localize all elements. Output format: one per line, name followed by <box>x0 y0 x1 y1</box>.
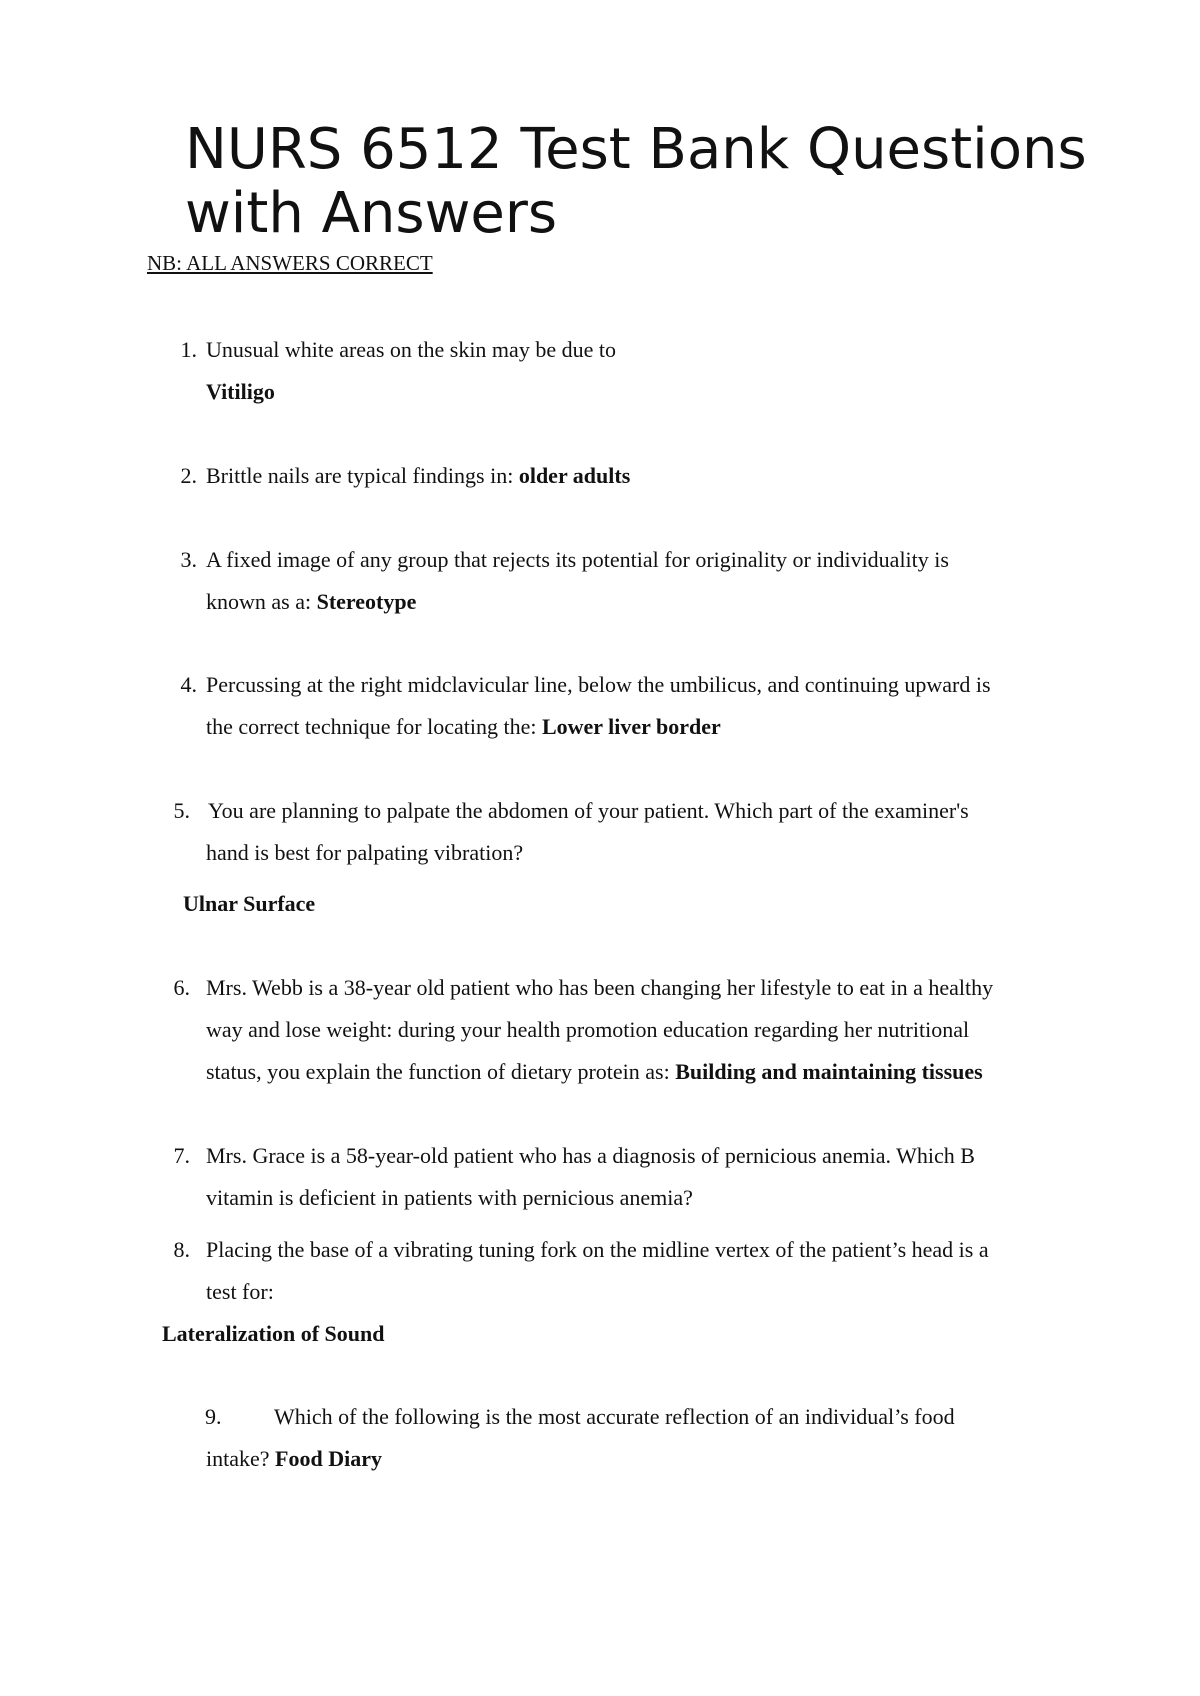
question-number: 9. <box>205 1404 222 1429</box>
question-text-cont: status, you explain the function of dietary protein as: <box>206 1059 676 1084</box>
question-text-cont: intake? <box>206 1446 276 1471</box>
answer-text: Vitiligo <box>206 379 275 404</box>
question-number: 5. <box>173 798 190 823</box>
question-text-cont: hand is best for palpating vibration? <box>206 840 524 865</box>
question-line <box>206 582 416 622</box>
question-line <box>206 1439 382 1479</box>
question-text-cont: vitamin is deficient in patients with pernicious anemia? <box>206 1185 693 1210</box>
answer-text: Lateralization of Sound <box>162 1321 385 1346</box>
answer-text: Lower liver border <box>541 714 721 739</box>
answer-text: Ulnar Surface <box>183 891 316 916</box>
question-number: 4. <box>180 672 197 697</box>
question-text: Mrs. Grace is a 58-year-old patient who has a diagnosis of pernicious anemia. Which B <box>206 1143 975 1168</box>
question-text-cont: way and lose weight: during your health promotion education regarding her nutritional <box>206 1017 970 1042</box>
question-text-cont: known as a: <box>206 589 317 614</box>
question-text: Percussing at the right midclavicular line, below the umbilicus, and continuing upward is <box>206 672 991 697</box>
question-text-cont: test for: <box>206 1279 274 1304</box>
question-text: Brittle nails are typical findings in: <box>206 463 519 488</box>
question-number: 2. <box>180 463 197 488</box>
question-number: 8. <box>173 1237 190 1262</box>
answer-text: Food Diary <box>275 1446 382 1471</box>
question-text: You are planning to palpate the abdomen of your patient. Which part of the examiner's <box>208 798 969 823</box>
question-number: 1. <box>180 337 197 362</box>
question-text: Which of the following is the most accurate reflection of an individual’s food <box>274 1404 955 1429</box>
question-line <box>206 707 721 747</box>
question-text: Mrs. Webb is a 38-year old patient who has been changing her lifestyle to eat in a healthy <box>206 975 994 1000</box>
question-number: 3. <box>180 547 197 572</box>
answer-text: older adults <box>518 463 631 488</box>
question-line <box>206 456 630 496</box>
question-text: Placing the base of a vibrating tuning fork on the midline vertex of the patient’s head is a <box>206 1237 989 1262</box>
question-number: 7. <box>173 1143 190 1168</box>
answer-text: Stereotype <box>316 589 417 614</box>
question-text-cont: the correct technique for locating the: <box>206 714 542 739</box>
question-number: 6. <box>173 975 190 1000</box>
answer-text: Building and maintaining tissues <box>675 1059 983 1084</box>
answers-note: NB: ALL ANSWERS CORRECT <box>147 251 433 275</box>
question-text: Unusual white areas on the skin may be due to <box>206 337 616 362</box>
question-text: A fixed image of any group that rejects its potential for originality or individuality is <box>206 547 949 572</box>
question-line <box>206 1052 983 1092</box>
document-title: NURS 6512 Test Bank Questions with Answers <box>185 117 1087 246</box>
